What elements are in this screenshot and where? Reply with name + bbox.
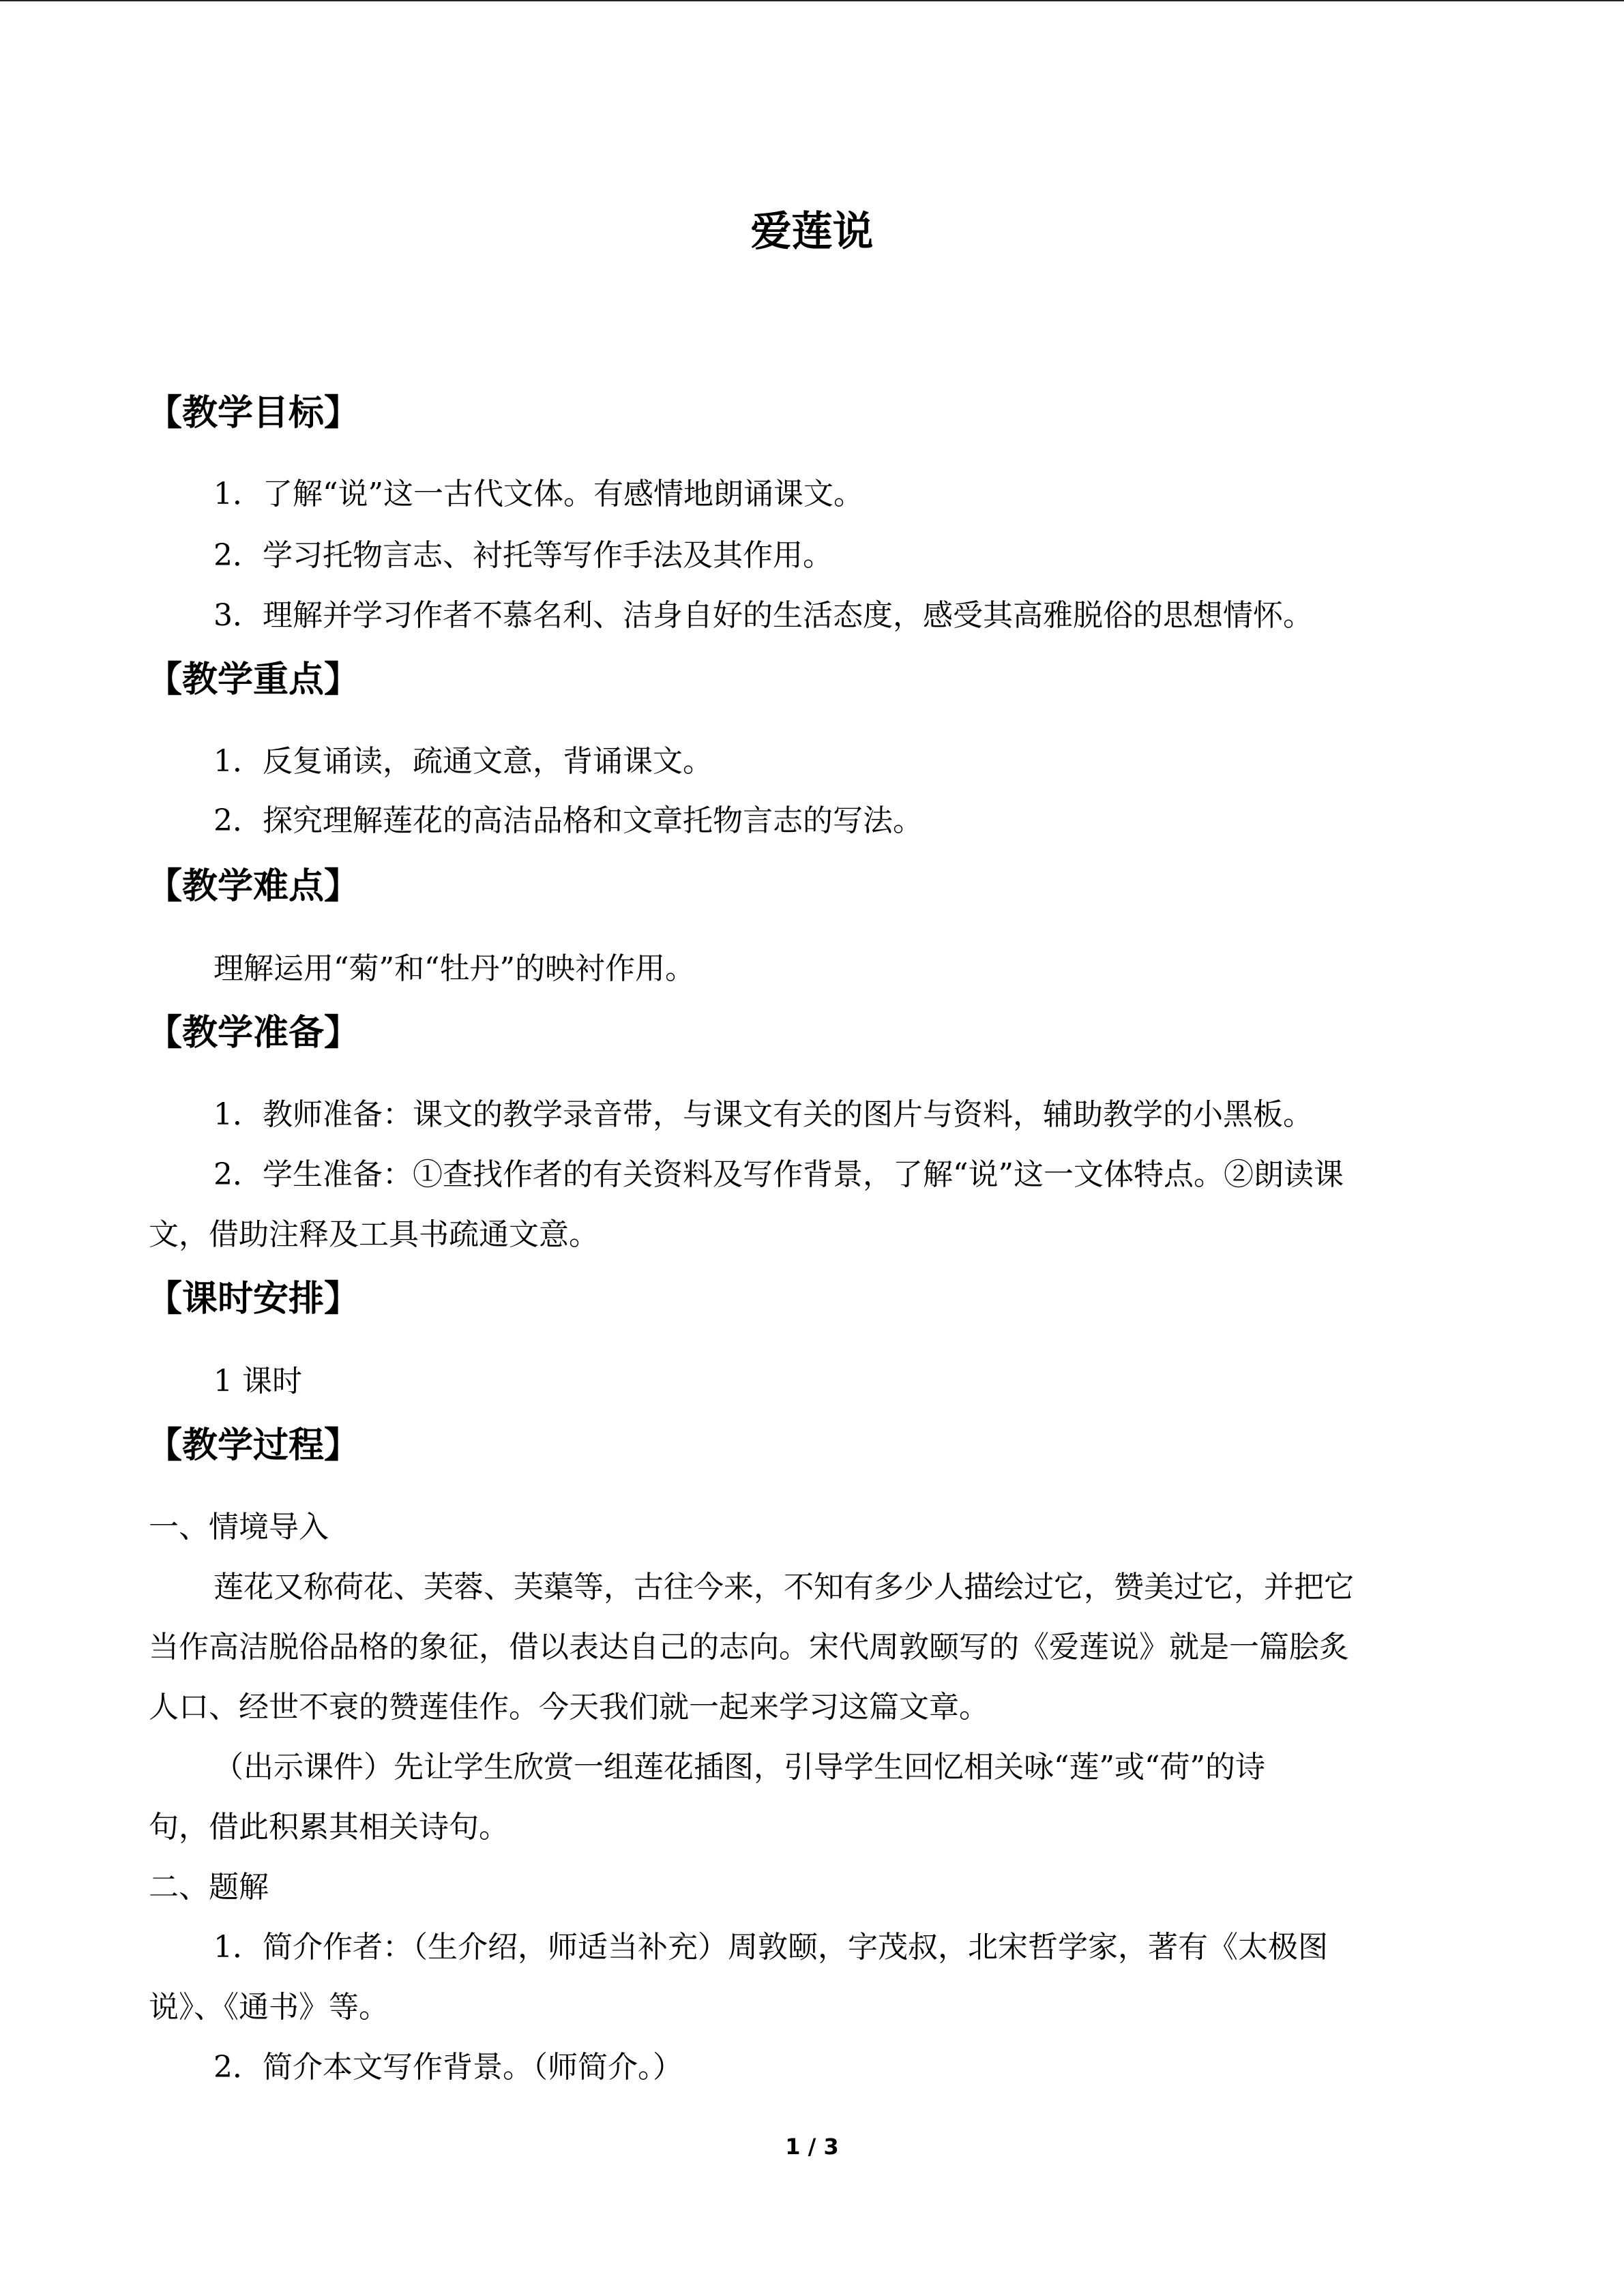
- courseware-paragraph-line: （出示课件）先让学生欣赏一组莲花插图，引导学生回忆相关咏“莲”或“荷”的诗: [213, 1750, 1265, 1785]
- courseware-paragraph-line: 句，借此积累其相关诗句。: [149, 1810, 509, 1845]
- key-point-item: 2．探究理解莲花的高洁品格和文章托物言志的写法。: [213, 803, 923, 838]
- author-intro-line: 说》、《通书》等。: [149, 1990, 389, 2025]
- top-border-line: [0, 0, 1624, 1]
- difficulty-text: 理解运用“菊”和“牡丹”的映衬作用。: [213, 951, 695, 986]
- section-heading-difficulties: 【教学难点】: [147, 866, 360, 907]
- goal-item: 3．理解并学习作者不慕名利、洁身自好的生活态度，感受其高雅脱俗的思想情怀。: [213, 598, 1313, 633]
- section-heading-preparation: 【教学准备】: [147, 1013, 360, 1054]
- student-preparation-line1: 2．学生准备：①查找作者的有关资料及写作背景，了解“说”这一文体特点。②朗读课: [213, 1157, 1344, 1192]
- section-heading-key-points: 【教学重点】: [147, 659, 360, 700]
- key-point-item: 1．反复诵读，疏通文意，背诵课文。: [213, 744, 713, 779]
- process-part2-title: 二、题解: [149, 1870, 269, 1905]
- goal-item: 1．了解“说”这一古代文体。有感情地朗诵课文。: [213, 477, 863, 511]
- page-number: 1 / 3: [785, 2134, 839, 2160]
- document-title: 爱莲说: [750, 208, 874, 256]
- section-heading-schedule: 【课时安排】: [147, 1279, 360, 1320]
- intro-paragraph-line: 当作高洁脱俗品格的象征，借以表达自己的志向。宋代周敦颐写的《爱莲说》就是一篇脍炙: [149, 1630, 1349, 1665]
- intro-paragraph-line: 莲花又称荷花、芙蓉、芙蕖等，古往今来，不知有多少人描绘过它，赞美过它，并把它: [213, 1570, 1354, 1605]
- student-preparation-line2: 文，借助注释及工具书疏通文意。: [149, 1217, 599, 1252]
- intro-paragraph-line: 人口、经世不衰的赞莲佳作。今天我们就一起来学习这篇文章。: [149, 1690, 989, 1725]
- section-heading-process: 【教学过程】: [147, 1425, 360, 1466]
- section-heading-goals: 【教学目标】: [147, 393, 360, 434]
- process-part1-title: 一、情境导入: [149, 1510, 329, 1545]
- teacher-preparation: 1．教师准备：课文的教学录音带，与课文有关的图片与资料，辅助教学的小黑板。: [213, 1097, 1313, 1132]
- author-intro-line: 1．简介作者：（生介绍，师适当补充）周敦颐，字茂叔，北宋哲学家，著有《太极图: [213, 1930, 1328, 1965]
- background-intro: 2．简介本文写作背景。（师简介。）: [213, 2050, 683, 2085]
- goal-item: 2．学习托物言志、衬托等写作手法及其作用。: [213, 538, 833, 573]
- schedule-text: 1 课时: [213, 1364, 302, 1399]
